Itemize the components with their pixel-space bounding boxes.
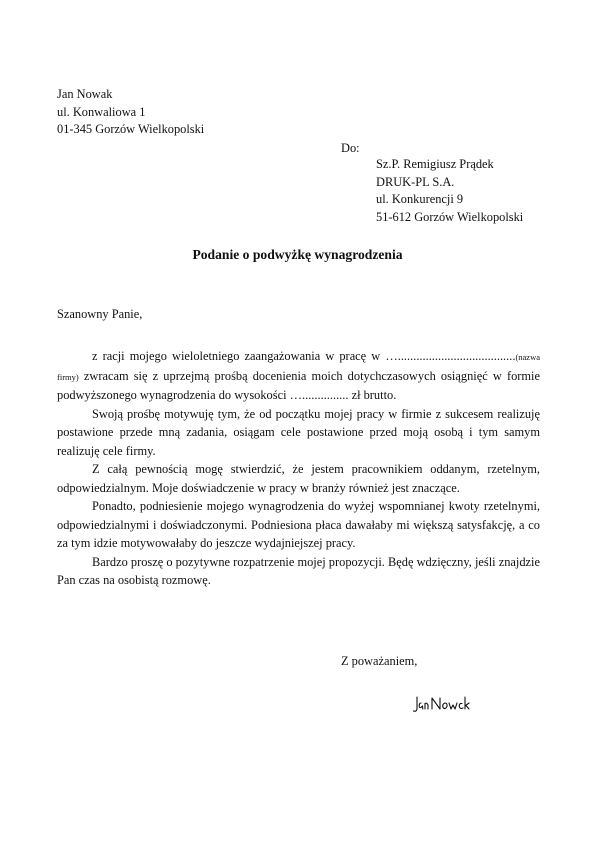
- handwritten-signature: [412, 694, 470, 714]
- body-paragraph-3: Z całą pewnością mogę stwierdzić, że jestem pracownikiem oddanym, rzetelnym, odpowiedzialnym. Moje doświadczenie w pracy w branży również jest znaczące.: [57, 462, 540, 495]
- body-paragraph-2: Swoją prośbę motywuję tym, że od początku mojej pracy w firmie z sukcesem realizuję postawione przede mną zadania, osiągam cele postawione przed moją osobą i tym samym realizuję cele firmy.: [57, 406, 540, 458]
- company-name-note: (nazwa firmy): [57, 352, 540, 382]
- recipient-name: Sz.P. Remigiusz Prądek: [376, 157, 494, 171]
- body-paragraph-1-rest: zwracam się z uprzejmą prośbą docenienia moich dotychczasowych osiągnięć w formie podwyższonego wynagrodzenia do wysokości …............... zł brutto.: [57, 368, 540, 402]
- sender-city: 01-345 Gorzów Wielkopolski: [57, 122, 205, 136]
- sender-street: ul. Konwaliowa 1: [57, 104, 146, 119]
- body-paragraph-1: [57, 347, 540, 405]
- body-paragraph-1-text: z racji mojego wieloletniego zaangażowania w pracę w …......................................: [92, 349, 516, 363]
- recipient-address: [376, 156, 523, 226]
- sender-name: Jan Nowak: [57, 87, 113, 101]
- body-paragraph-5: Bardzo proszę o pozytywne rozpatrzenie mojej propozycji. Będę wdzięczny, jeśli znajdzie Pan czas na osobistą rozmowę.: [57, 554, 540, 587]
- recipient-city: 51-612 Gorzów Wielkopolski: [376, 209, 524, 224]
- recipient-company: DRUK-PL S.A.: [376, 174, 455, 189]
- closing-phrase: Z poważaniem,: [341, 654, 418, 668]
- recipient-label: Do:: [341, 141, 360, 155]
- body-paragraph-4: Ponadto, podniesienie mojego wynagrodzenia do wyżej wspomnianej kwoty rzetelnymi, odpowiedzialnymi i doświadczonymi. Podniesiona płaca dawałaby mi większą satysfakcję, a co za tym idzie motywowałaby do jeszcze wydajniejszej pracy.: [57, 499, 540, 550]
- sender-address: [57, 86, 204, 139]
- letter-subject: Podanie o podwyżkę wynagrodzenia: [192, 247, 403, 262]
- letter-body: [57, 347, 540, 590]
- recipient-street: ul. Konkurencji 9: [376, 192, 464, 206]
- salutation: Szanowny Panie,: [57, 307, 143, 321]
